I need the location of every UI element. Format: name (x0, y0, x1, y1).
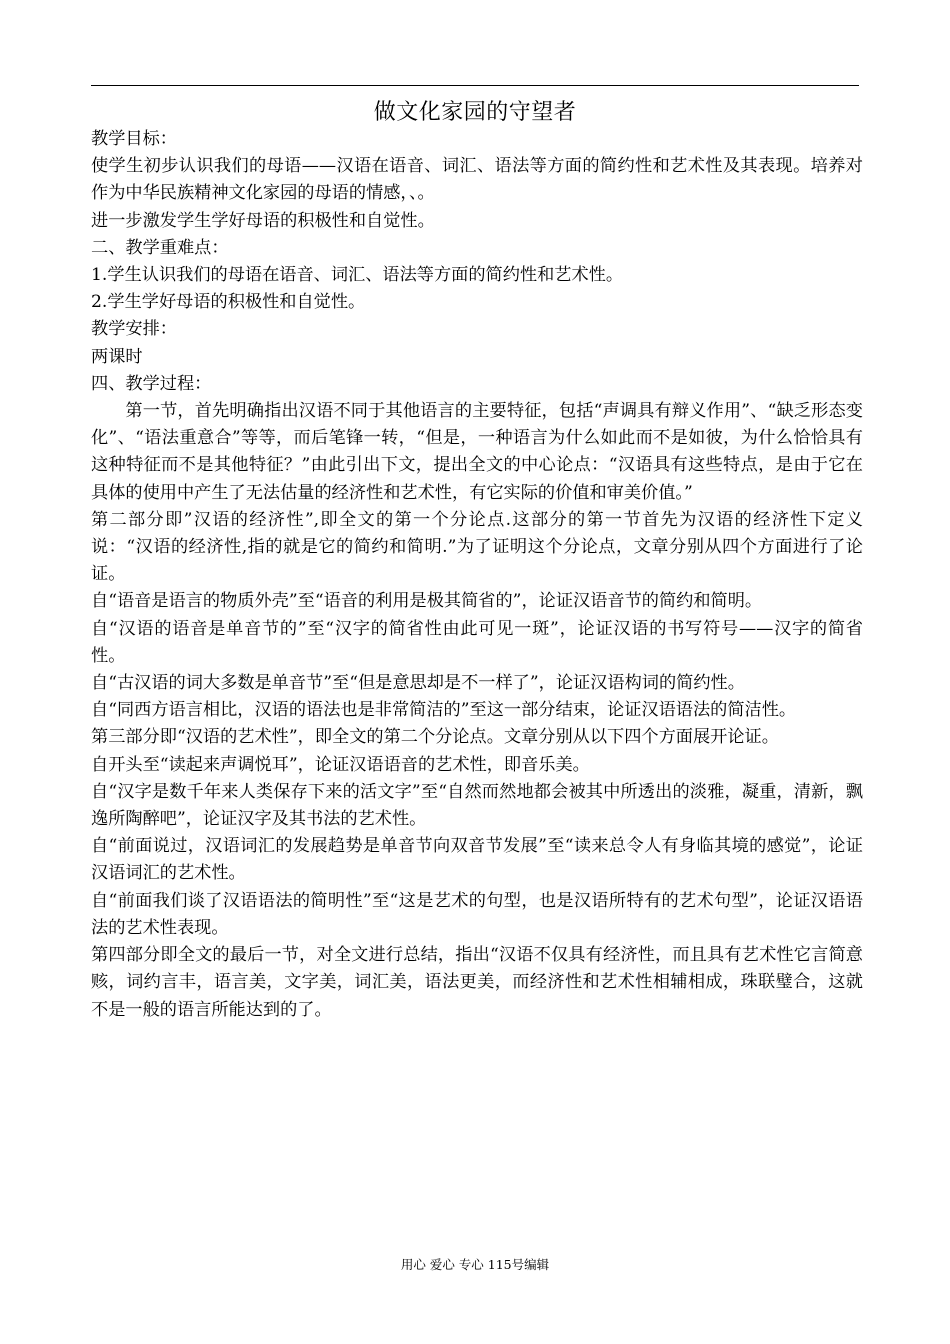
paragraph-section-2-point-2: 自“汉语的语音是单音节的”至“汉字的简省性由此可见一斑”，论证汉语的书写符号——汉字的简省性。 (91, 618, 863, 666)
paragraph-goal-1: 使学生初步认识我们的母语——汉语在语音、词汇、语法等方面的简约性和艺术性及其表现。培养对作为中华民族精神文化家园的母语的情感，、。 (91, 156, 863, 204)
paragraph-section-2-point-4: 自“同西方语言相比，汉语的语法也是非常简洁的”至这一部分结束，论证汉语语法的简洁性。 (91, 700, 797, 721)
section-heading-schedule: 教学安排： (91, 319, 177, 340)
section-heading-process: 四、教学过程： (91, 373, 212, 394)
paragraph-section-3-point-3: 自“前面说过，汉语词汇的发展趋势是单音节向双音节发展”至“读来总令人有身临其境的感觉”，论证汉语词汇的艺术性。 (91, 836, 863, 884)
paragraph-section-3-point-4: 自“前面我们谈了汉语语法的简明性”至“这是艺术的句型，也是汉语所特有的艺术句型”，论证汉语语法的艺术性表现。 (91, 890, 863, 938)
paragraph-section-2: 第二部分即”汉语的经济性”,即全文的第一个分论点.这部分的第一节首先为汉语的经济性下定义说：“汉语的经济性,指的就是它的简约和简明.”为了证明这个分论点，文章分别从四个方面进行了论证。 (91, 509, 863, 585)
paragraph-section-3: 第三部分即“汉语的艺术性”，即全文的第二个分论点。文章分别从以下四个方面展开论证。 (91, 727, 779, 748)
page-title: 做文化家园的守望者 (373, 100, 577, 125)
paragraph-section-1: 第一节，首先明确指出汉语不同于其他语言的主要特征，包括“声调具有辩义作用”、“缺乏形态变化”、“语法重意合”等等，而后笔锋一转，“但是，一种语言为什么如此而不是如彼，为什么恰恰具有这种特征而不是其他特征？”由此引出下文，提出全文的中心论点：“汉语具有这些特点，是由于它在具体的使用中产生了无法估量的经济性和艺术性，有它实际的价值和审美价值。” (91, 401, 863, 503)
paragraph-section-2-point-3: 自“古汉语的词大多数是单音节”至“但是意思却是不一样了”，论证汉语构词的简约性。 (91, 673, 745, 694)
paragraph-schedule: 两课时 (91, 346, 143, 367)
paragraph-section-3-point-1: 自开头至“读起来声调悦耳”，论证汉语语音的艺术性，即音乐美。 (91, 754, 590, 775)
page-footer: 用心 爱心 专心 115号编辑 (400, 1257, 550, 1272)
paragraph-section-4: 第四部分即全文的最后一节，对全文进行总结，指出“汉语不仅具有经济性，而且具有艺术性它言简意赅，词约言丰，语言美，文字美，词汇美，语法更美，而经济性和艺术性相辅相成，珠联璧合，这就不是一般的语言所能达到的了。 (91, 945, 863, 1020)
section-heading-goals: 教学目标： (91, 129, 177, 149)
document-body (91, 126, 863, 1024)
paragraph-key-point-2: 2.学生学好母语的积极性和自觉性。 (91, 292, 366, 313)
paragraph-goal-2: 进一步激发学生学好母语的积极性和自觉性。 (91, 210, 435, 231)
paragraph-key-point-1: 1.学生认识我们的母语在语音、词汇、语法等方面的简约性和艺术性。 (91, 265, 624, 286)
paragraph-section-2-point-1: 自“语音是语言的物质外壳”至“语音的利用是极其简省的”，论证汉语音节的简约和简明。 (91, 591, 763, 612)
paragraph-section-3-point-2: 自“汉字是数千年来人类保存下来的活文字”至“自然而然地都会被其中所透出的淡雅，凝重，清新，飘逸所陶醉吧”，论证汉字及其书法的艺术性。 (91, 781, 863, 830)
section-heading-key-points: 二、教学重难点： (91, 237, 229, 258)
header-rule (91, 85, 859, 86)
